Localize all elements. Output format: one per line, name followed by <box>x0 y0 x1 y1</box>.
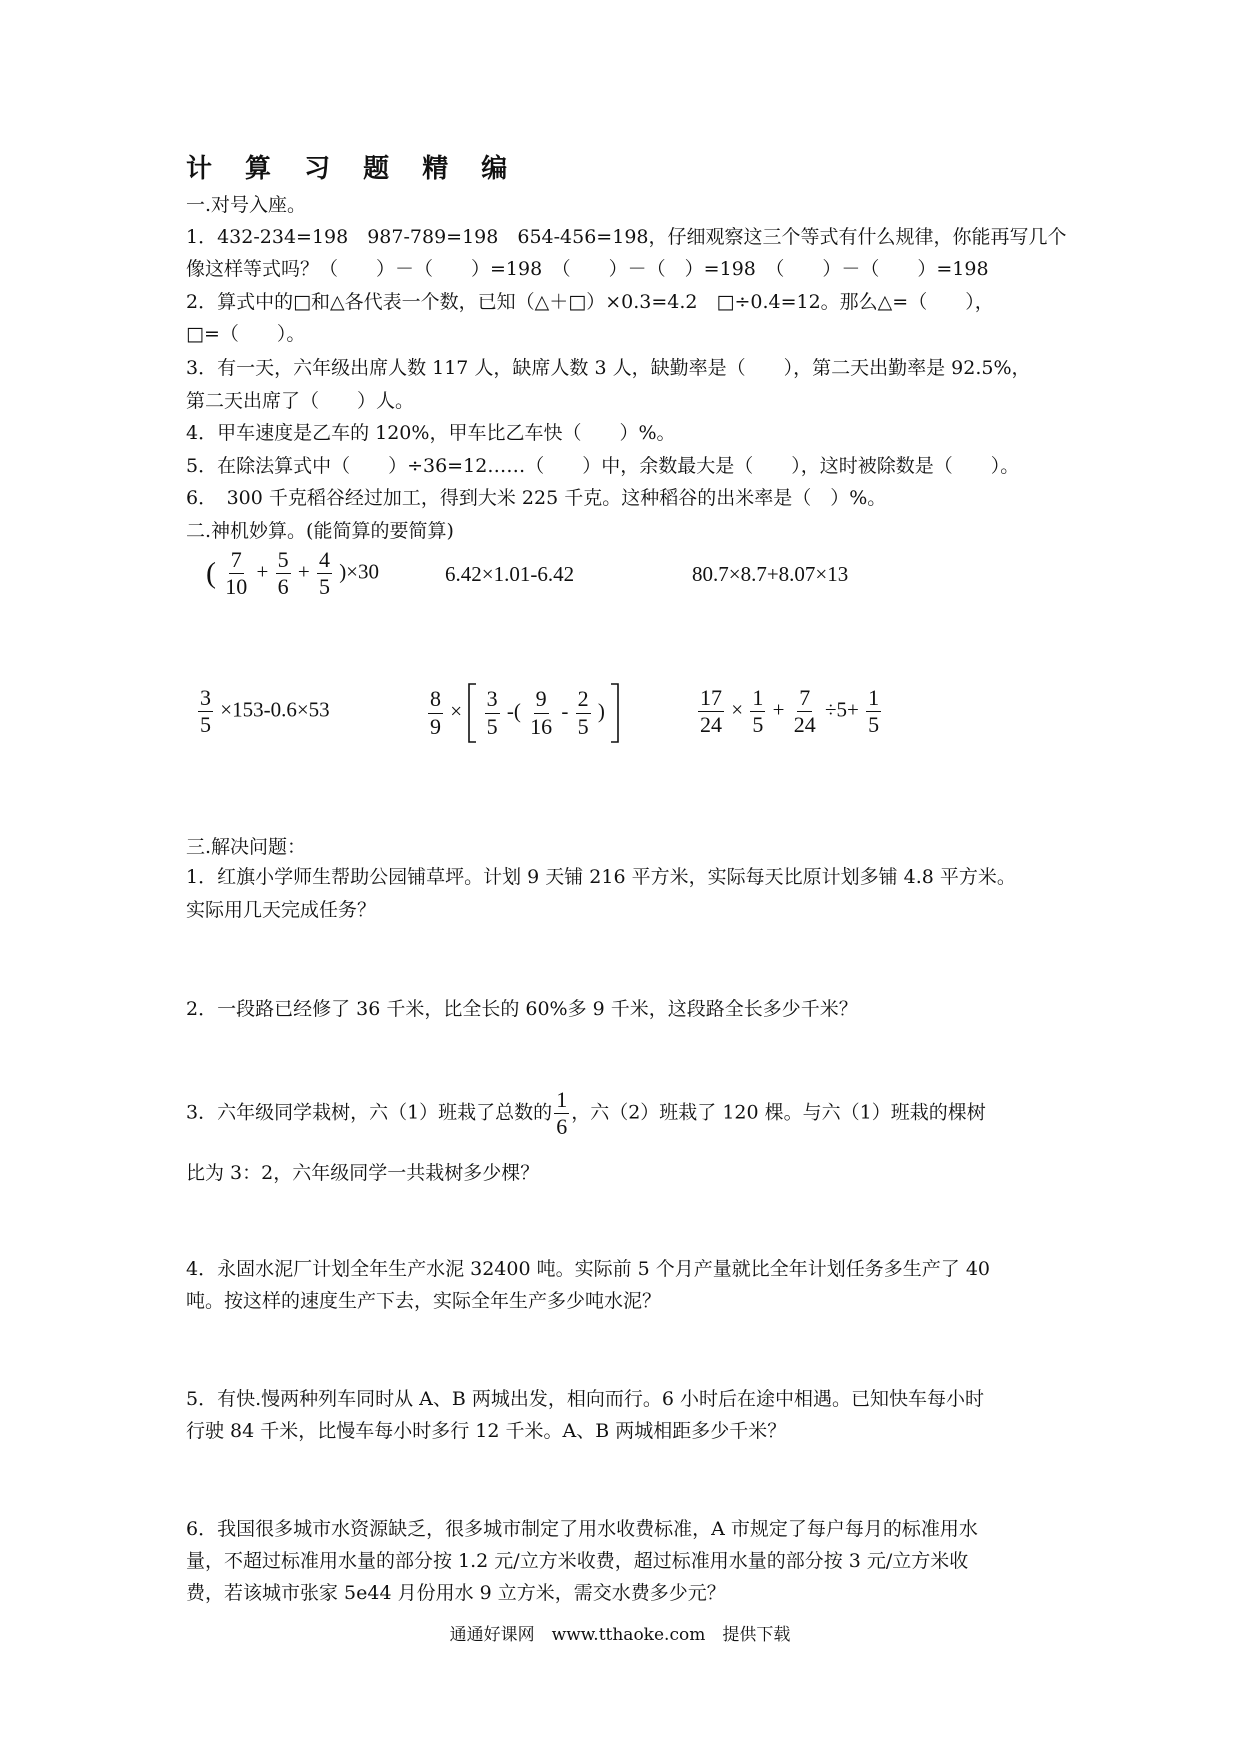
s1-line-3: 2．算式中的□和△各代表一个数，已知（△＋□）×0.3=4.2 □÷0.4=12。那么△=（ ）， <box>186 291 994 313</box>
section2-heading: 二.神机妙算。(能简算的要简算) <box>186 520 454 542</box>
question-6-line-1: 6．我国很多城市水资源缺乏，很多城市制定了用水收费标准，A 市规定了每户每月的标准用水 <box>186 1518 978 1540</box>
fraction: $\frac{7}{24}$ <box>793 685 816 738</box>
page-title: 计 算 习 题 精 编 <box>186 154 520 184</box>
left-bracket-icon <box>467 682 477 744</box>
fraction: $\frac{1}{6}$ <box>556 1087 568 1140</box>
s1-line-4: □=（ ）。 <box>186 323 306 345</box>
section3-heading: 三.解决问题： <box>186 836 307 858</box>
fraction: $\frac{17}{24}$ <box>700 685 722 738</box>
expression-6: $\frac{17}{24}$ × $\frac{1}{5}$ + $\frac{7}{24}$ ÷5+ $\frac{1}{5}$ <box>700 685 880 738</box>
question-5-line-1: 5．有快.慢两种列车同时从 A、B 两城出发，相向而行。6 小时后在途中相遇。已知快车每小时 <box>186 1388 985 1410</box>
question-4-line-1: 4．永固水泥厂计划全年生产水泥 32400 吨。实际前 5 个月产量就比全年计划任务多生产了 40 <box>186 1258 990 1280</box>
question-1-line-2: 实际用几天完成任务？ <box>186 899 377 921</box>
fraction: $\frac{1}{5}$ <box>752 685 764 738</box>
fraction: $\frac{5}{6}$ <box>277 547 289 600</box>
question-3-line-1: 3．六年级同学栽树，六（1）班栽了总数的 $\frac{1}{6}$ ，六（2）班栽了 120 棵。与六（1）班栽的棵树 <box>186 1087 986 1140</box>
question-3-line-2: 比为 3：2，六年级同学一共栽树多少棵？ <box>186 1162 540 1184</box>
expression-5: $\frac{8}{9}$ × $\frac{3}{5}$ -( $\frac{9}{16}$ - $\frac{2}{5}$ ) <box>426 682 620 744</box>
question-5-line-2: 行驶 84 千米，比慢车每小时多行 12 千米。A、B 两城相距多少千米？ <box>186 1420 787 1442</box>
s1-line-8: 5．在除法算式中（ ）÷36=12……（ ）中，余数最大是（ ），这时被除数是（ ）。 <box>186 455 1020 477</box>
fraction: $\frac{2}{5}$ <box>577 686 589 739</box>
expression-1: ( $\frac{7}{10}$ + $\frac{5}{6}$ + $\frac{4}{5}$ )×30 <box>206 547 380 600</box>
right-bracket-icon <box>610 682 620 744</box>
fraction: $\frac{4}{5}$ <box>318 547 330 600</box>
s1-line-9: 6． 300 千克稻谷经过加工，得到大米 225 千克。这种稻谷的出米率是（ ）%。 <box>186 487 887 509</box>
fraction: $\frac{9}{16}$ <box>530 686 553 739</box>
question-2: 2．一段路已经修了 36 千米，比全长的 60%多 9 千米，这段路全长多少千米？ <box>186 998 858 1020</box>
fraction: $\frac{1}{5}$ <box>868 685 880 738</box>
expression-4: $\frac{3}{5}$ ×153-0.6×53 <box>200 685 330 738</box>
s1-line-7: 4．甲车速度是乙车的 120%，甲车比乙车快（ ）%。 <box>186 422 676 444</box>
s1-line-1: 1．432-234=198 987-789=198 654-456=198，仔细观察这三个等式有什么规律，你能再写几个 <box>186 226 1067 248</box>
question-1-line-1: 1．红旗小学师生帮助公园铺草坪。计划 9 天铺 216 平方米，实际每天比原计划多铺 4.8 平方米。 <box>186 866 1016 888</box>
fraction: $\frac{8}{9}$ <box>430 686 441 739</box>
footer: 通通好课网 www.tthaoke.com 提供下载 <box>449 1625 791 1645</box>
s1-line-6: 第二天出席了（ ）人。 <box>186 390 415 412</box>
fraction: $\frac{7}{10}$ <box>225 547 248 600</box>
s1-line-2: 像这样等式吗？（ ）－（ ）=198 （ ）－（ ）=198 （ ）－（ ）=198 <box>186 258 989 280</box>
question-6-line-2: 量，不超过标准用水量的部分按 1.2 元/立方米收费，超过标准用水量的部分按 3 元/立方米收 <box>186 1550 969 1572</box>
fraction: $\frac{3}{5}$ <box>200 685 211 738</box>
section1-heading: 一.对号入座。 <box>186 194 307 216</box>
s1-line-5: 3．有一天，六年级出席人数 117 人，缺席人数 3 人，缺勤率是（ ），第二天出勤率是 92.5%， <box>186 357 1031 379</box>
question-4-line-2: 吨。按这样的速度生产下去，实际全年生产多少吨水泥？ <box>186 1290 662 1312</box>
fraction: $\frac{3}{5}$ <box>486 686 498 739</box>
expression-2: 6.42×1.01-6.42 <box>445 562 575 586</box>
expression-3: 80.7×8.7+8.07×13 <box>692 562 849 586</box>
question-6-line-3: 费，若该城市张家 5e44 月份用水 9 立方米，需交水费多少元？ <box>186 1582 726 1604</box>
